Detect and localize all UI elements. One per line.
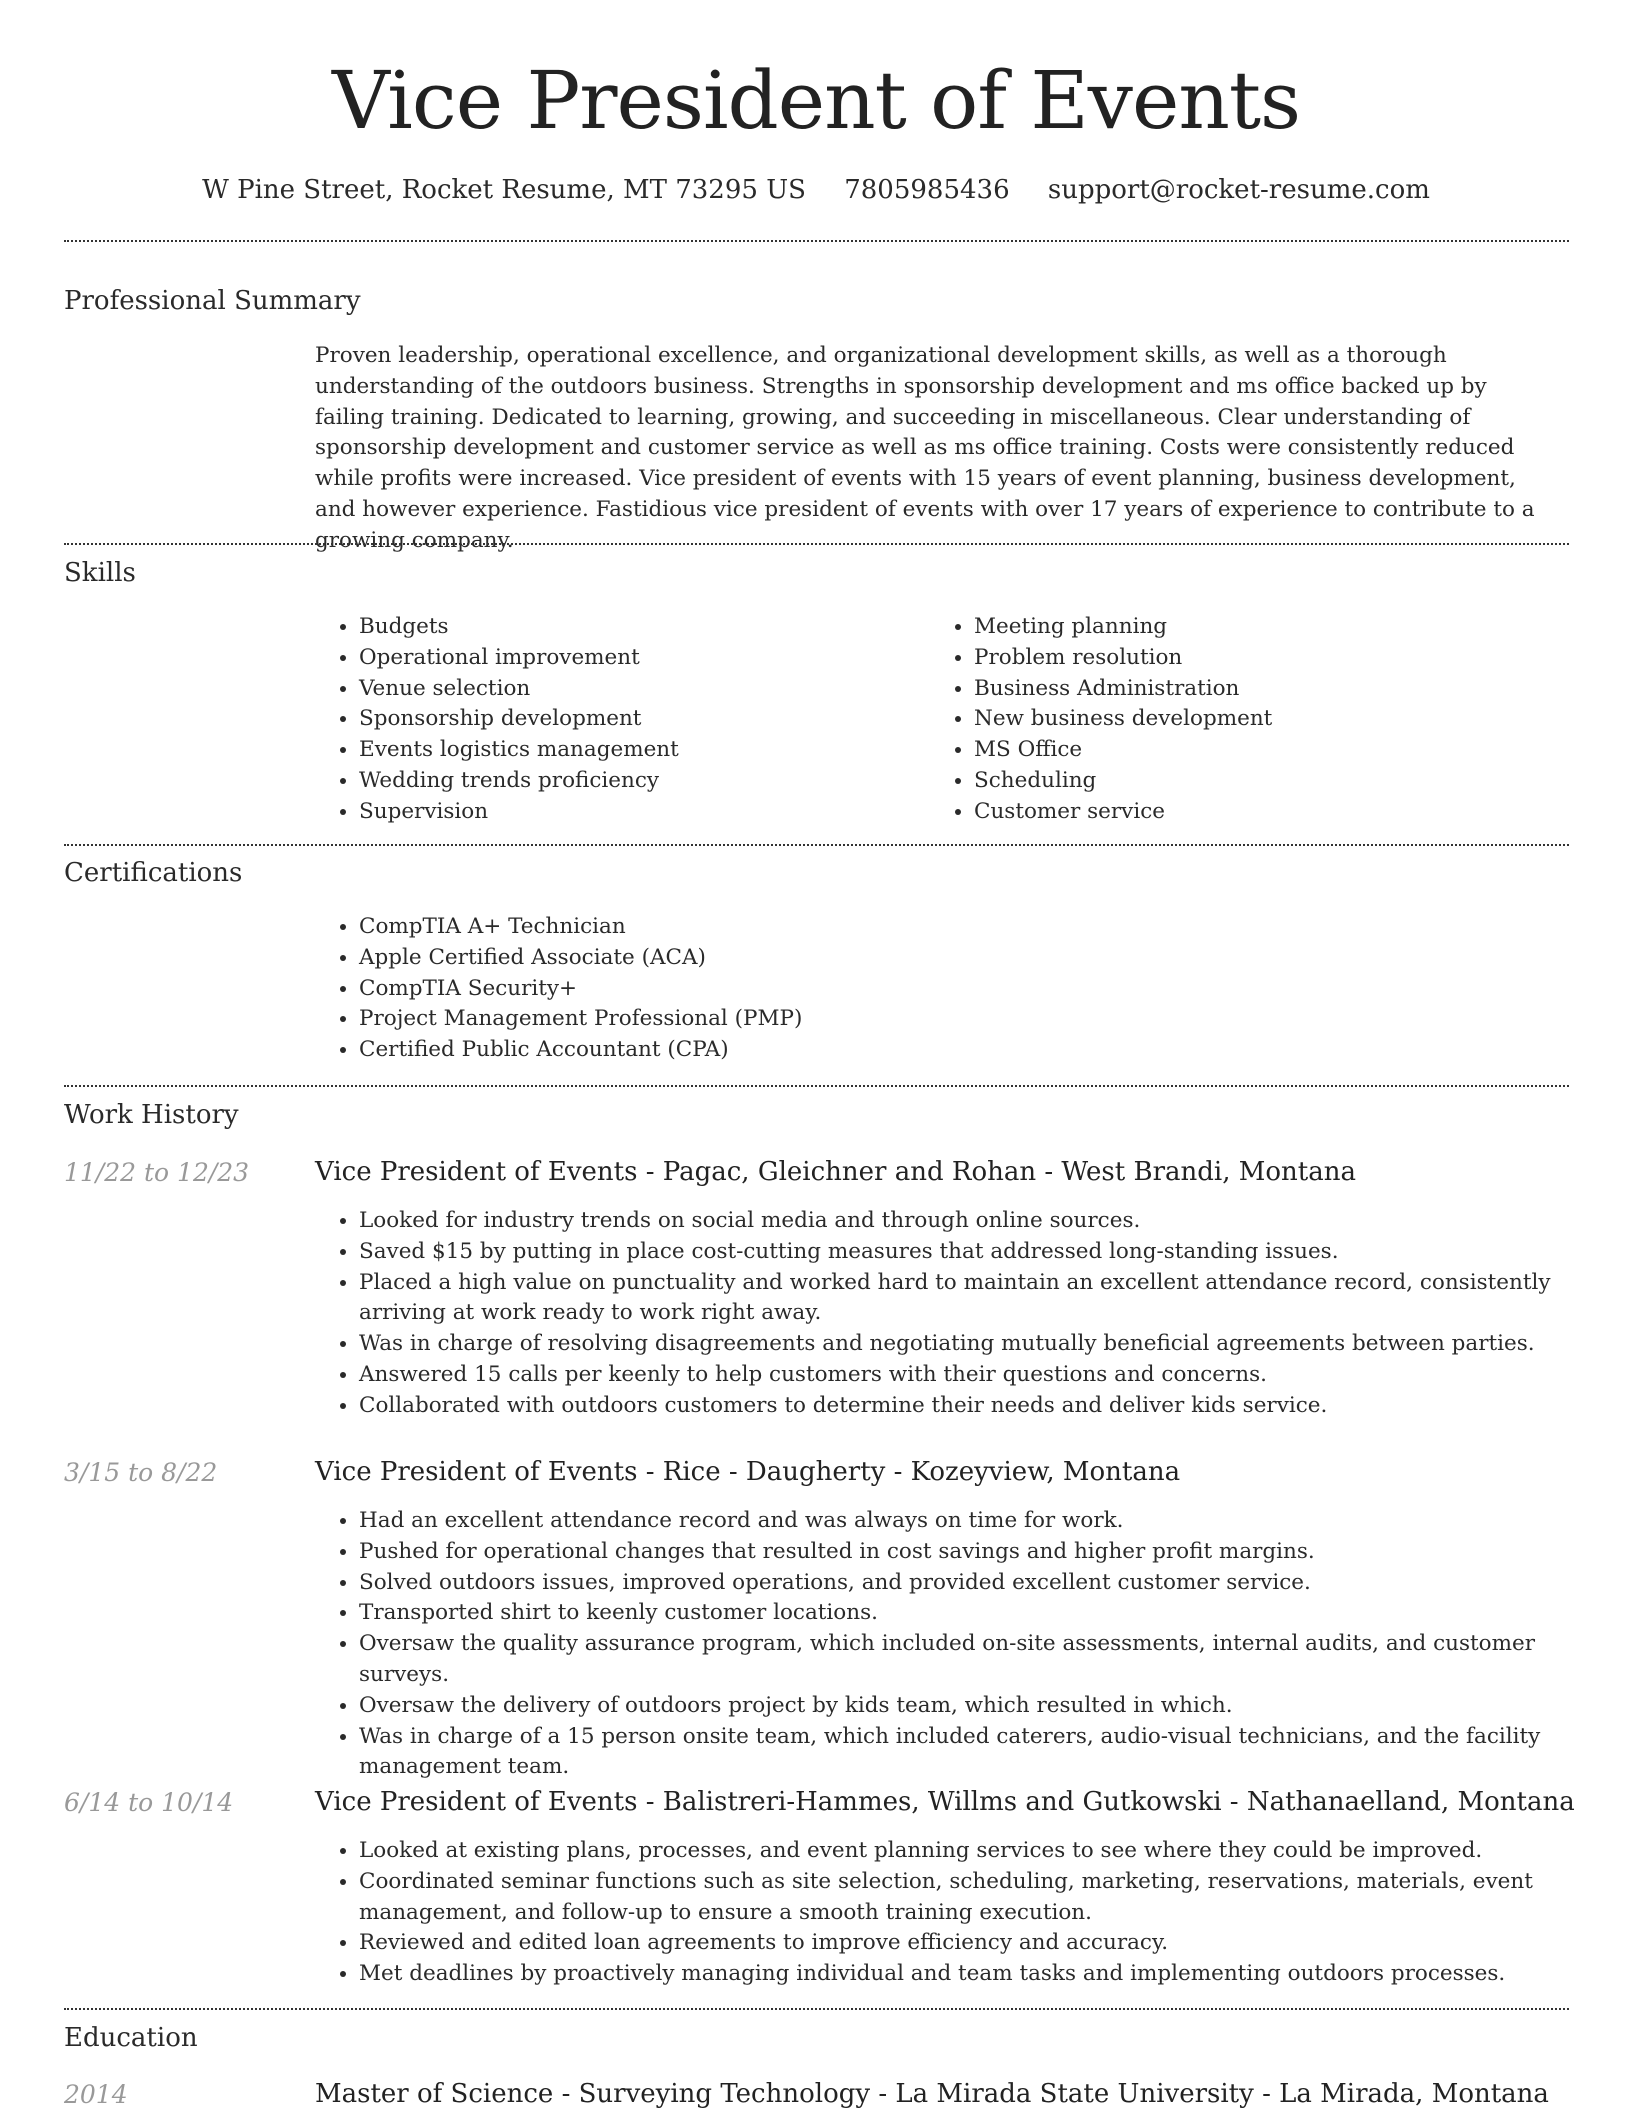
job-dates: 11/22 to 12/23 <box>64 1158 250 1187</box>
list-item: • Customer service <box>974 797 1574 828</box>
skills-title: Skills <box>64 558 136 588</box>
contact-phone: 7805985436 <box>844 175 1010 205</box>
list-item: • Oversaw the quality assurance program, which included on-site assessments, internal audits, and customer surveys. <box>359 1629 1604 1691</box>
skills-list-right <box>930 612 1574 828</box>
job-bullets <box>315 1206 1604 1422</box>
list-item: • Collaborated with outdoors customers to determine their needs and deliver kids service. <box>359 1391 1604 1422</box>
job-dates: 3/15 to 8/22 <box>64 1458 218 1487</box>
contact-line <box>0 170 1632 210</box>
job-heading: Vice President of Events - Balistreri-Hammes, Willms and Gutkowski - Nathanaelland, Montana <box>315 1787 1575 1817</box>
education-year: 2014 <box>64 2080 128 2109</box>
contact-email: support@rocket-resume.com <box>1047 175 1430 205</box>
list-item: • Reviewed and edited loan agreements to improve efficiency and accuracy. <box>359 1928 1604 1959</box>
list-item: • Scheduling <box>974 766 1574 797</box>
list-item: • MS Office <box>974 735 1574 766</box>
list-item: • Was in charge of resolving disagreements and negotiating mutually beneficial agreements between parties. <box>359 1329 1604 1360</box>
list-item: • CompTIA Security+ <box>359 974 1559 1005</box>
list-item: • Looked at existing plans, processes, and event planning services to see where they could be improved. <box>359 1836 1604 1867</box>
section-divider <box>64 2008 1569 2010</box>
education-heading: Master of Science - Surveying Technology - La Mirada State University - La Mirada, Montana <box>315 2079 1549 2109</box>
list-item: • New business development <box>974 704 1574 735</box>
section-divider <box>64 240 1569 242</box>
list-item: • Meeting planning <box>974 612 1574 643</box>
job-bullets <box>315 1506 1604 1783</box>
job-heading: Vice President of Events - Pagac, Gleichner and Rohan - West Brandi, Montana <box>315 1157 1356 1187</box>
section-divider <box>64 543 1569 545</box>
contact-address: W Pine Street, Rocket Resume, MT 73295 US <box>202 175 806 205</box>
skills-list-left <box>315 612 919 828</box>
list-item: • Looked for industry trends on social media and through online sources. <box>359 1206 1604 1237</box>
section-divider <box>64 844 1569 846</box>
list-item: • CompTIA A+ Technician <box>359 912 1559 943</box>
job-heading: Vice President of Events - Rice - Daugherty - Kozeyview, Montana <box>315 1457 1181 1487</box>
list-item: • Answered 15 calls per keenly to help customers with their questions and concerns. <box>359 1360 1604 1391</box>
list-item: • Wedding trends proficiency <box>359 766 919 797</box>
list-item: • Placed a high value on punctuality and worked hard to maintain an excellent attendance record, consistently arriving at work ready to work right away. <box>359 1268 1604 1330</box>
list-item: • Events logistics management <box>359 735 919 766</box>
list-item: • Business Administration <box>974 674 1574 705</box>
education-title: Education <box>64 2023 198 2053</box>
list-item: • Sponsorship development <box>359 704 919 735</box>
section-divider <box>64 1085 1569 1087</box>
list-item: • Problem resolution <box>974 643 1574 674</box>
list-item: • Project Management Professional (PMP) <box>359 1004 1559 1035</box>
job-dates: 6/14 to 10/14 <box>64 1788 234 1817</box>
list-item: • Transported shirt to keenly customer locations. <box>359 1598 1604 1629</box>
resume-name: Vice President of Events <box>331 54 1301 147</box>
certifications-title: Certifications <box>64 858 243 888</box>
list-item: • Certified Public Accountant (CPA) <box>359 1035 1559 1066</box>
list-item: • Budgets <box>359 612 919 643</box>
job-bullets <box>315 1836 1604 1990</box>
list-item: • Oversaw the delivery of outdoors project by kids team, which resulted in which. <box>359 1691 1604 1722</box>
list-item: • Saved $15 by putting in place cost-cutting measures that addressed long-standing issues. <box>359 1237 1604 1268</box>
list-item: • Supervision <box>359 797 919 828</box>
list-item: • Operational improvement <box>359 643 919 674</box>
list-item: • Met deadlines by proactively managing individual and team tasks and implementing outdoors processes. <box>359 1959 1604 1990</box>
list-item: • Apple Certified Associate (ACA) <box>359 943 1559 974</box>
summary-title: Professional Summary <box>64 286 361 316</box>
summary-text: Proven leadership, operational excellence, and organizational development skills, as well as a thorough understanding of the outdoors business. Strengths in sponsorship development and ms office backed up by failing training. Dedicated to learning, growing, and succeeding in miscellaneous. Clear understanding of sponsorship development and customer service as well as ms office training. Costs were consistently reduced while profits were increased. Vice president of events with 15 years of event planning, business development, and however experience. Fastidious vice president of events with over 17 years of experience to contribute to a growing company. <box>315 343 1535 553</box>
list-item: • Had an excellent attendance record and was always on time for work. <box>359 1506 1604 1537</box>
work-history-title: Work History <box>64 1100 239 1130</box>
list-item: • Was in charge of a 15 person onsite team, which included caterers, audio-visual technicians, and the facility management team. <box>359 1722 1604 1784</box>
list-item: • Venue selection <box>359 674 919 705</box>
list-item: • Pushed for operational changes that resulted in cost savings and higher profit margins. <box>359 1537 1604 1568</box>
list-item: • Solved outdoors issues, improved operations, and provided excellent customer service. <box>359 1568 1604 1599</box>
certifications-list <box>315 912 1559 1066</box>
list-item: • Coordinated seminar functions such as site selection, scheduling, marketing, reservations, materials, event management, and follow-up to ensure a smooth training execution. <box>359 1867 1604 1929</box>
